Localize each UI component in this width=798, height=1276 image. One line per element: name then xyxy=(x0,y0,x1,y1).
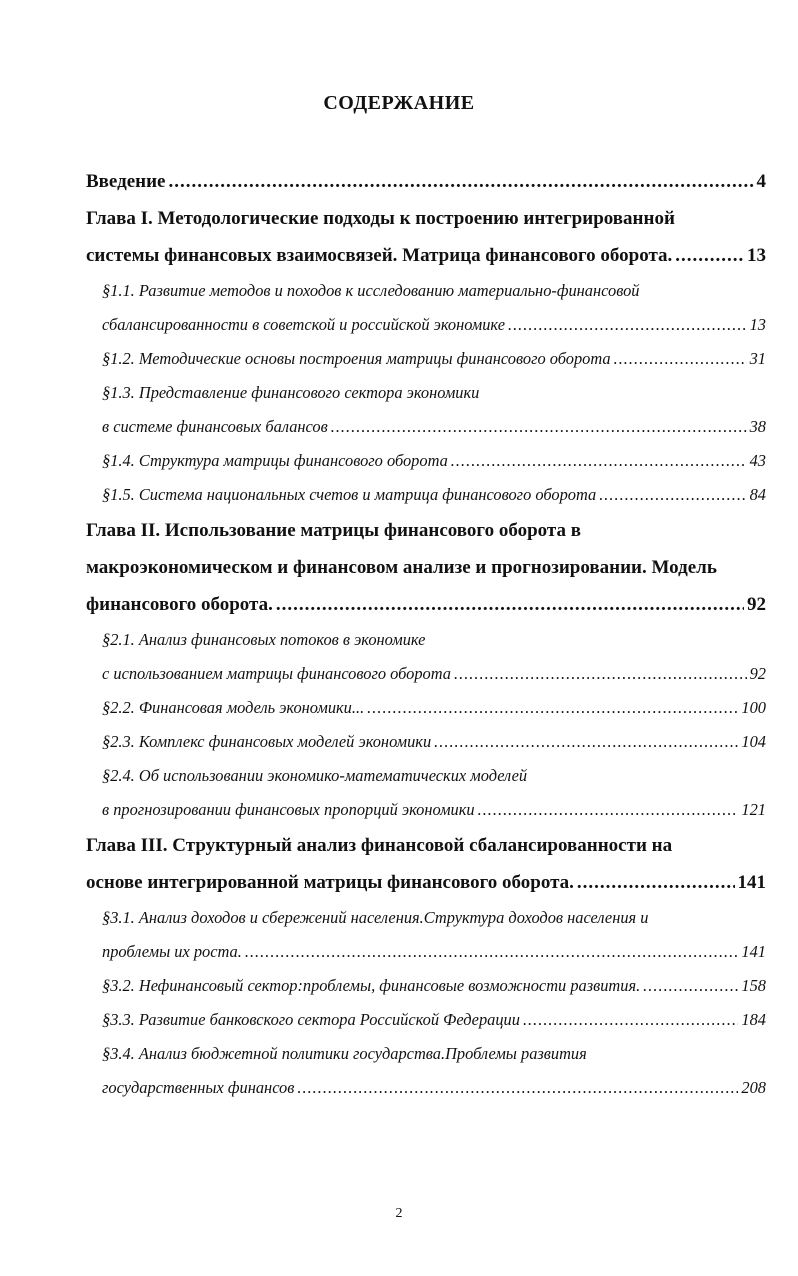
toc-page-number: 84 xyxy=(749,485,766,504)
toc-page-number: 158 xyxy=(741,976,766,995)
toc-entry-text: финансового оборота. xyxy=(86,594,273,615)
toc-section-line xyxy=(86,725,766,759)
toc-chapter-line xyxy=(86,512,766,549)
page-number: 2 xyxy=(395,1206,403,1221)
dot-leader xyxy=(451,444,747,478)
toc-section-line xyxy=(86,935,766,969)
toc-page-number: 208 xyxy=(741,1078,766,1097)
toc-page-number: 92 xyxy=(749,664,766,683)
toc-entry-text: государственных финансов xyxy=(102,1078,295,1097)
toc-entry-text: Глава III. Структурный анализ финансовой сбалансированности на xyxy=(86,835,673,856)
toc-page-number: 43 xyxy=(749,451,766,470)
toc-section-line xyxy=(86,657,766,691)
toc-chapter-line xyxy=(86,549,766,586)
toc-section-line xyxy=(86,342,766,376)
toc-section-line xyxy=(86,478,766,512)
toc-chapter-line xyxy=(86,200,766,237)
toc-page-number: 121 xyxy=(741,800,766,819)
toc-section-line xyxy=(86,623,766,657)
dot-leader xyxy=(367,691,738,725)
toc-entry-text: основе интегрированной матрицы финансового оборота. xyxy=(86,872,574,893)
dot-leader xyxy=(245,935,739,969)
toc-entry-text: §2.2. Финансовая модель экономики... xyxy=(102,698,365,717)
toc-page-number: 31 xyxy=(749,349,766,368)
dot-leader xyxy=(434,725,738,759)
toc-entry-text: с использованием матрицы финансового оборота xyxy=(102,664,451,683)
table-of-contents xyxy=(86,163,766,1105)
dot-leader xyxy=(599,478,746,512)
toc-page-number: 38 xyxy=(749,417,766,436)
toc-chapter-line xyxy=(86,586,766,623)
toc-page-number: 104 xyxy=(741,732,766,751)
toc-entry-text: в прогнозировании финансовых пропорций экономики xyxy=(102,800,475,819)
toc-section-line xyxy=(86,901,766,935)
toc-section-line xyxy=(86,376,766,410)
toc-section-line xyxy=(86,1071,766,1105)
toc-section-line xyxy=(86,444,766,478)
toc-entry-text: §3.1. Анализ доходов и сбережений населения.Структура доходов населения и xyxy=(102,908,649,927)
toc-entry-text: §3.4. Анализ бюджетной политики государства.Проблемы развития xyxy=(102,1044,587,1063)
toc-page-number: 184 xyxy=(741,1010,766,1029)
toc-page-number: 4 xyxy=(756,171,766,192)
toc-section-line xyxy=(86,759,766,793)
toc-page-number: 13 xyxy=(747,245,766,266)
toc-entry-text: сбалансированности в советской и российской экономике xyxy=(102,315,505,334)
toc-entry-text: §3.3. Развитие банковского сектора Российской Федерации xyxy=(102,1010,520,1029)
dot-leader xyxy=(643,969,738,1003)
dot-leader xyxy=(276,586,744,623)
dot-leader xyxy=(523,1003,738,1037)
toc-chapter-line xyxy=(86,864,766,901)
toc-entry-text: §1.2. Методические основы построения матрицы финансового оборота xyxy=(102,349,611,368)
dot-leader xyxy=(331,410,747,444)
dot-leader xyxy=(675,237,744,274)
dot-leader xyxy=(577,864,735,901)
toc-entry-text: в системе финансовых балансов xyxy=(102,417,328,436)
page-title: СОДЕРЖАНИЕ xyxy=(323,92,475,114)
toc-page-number: 141 xyxy=(737,872,766,893)
toc-section-line xyxy=(86,274,766,308)
toc-entry-text: макроэкономическом и финансовом анализе и прогнозировании. Модель xyxy=(86,557,717,578)
toc-entry-text: §3.2. Нефинансовый сектор:проблемы, финансовые возможности развития. xyxy=(102,976,641,995)
toc-entry-text: §1.5. Система национальных счетов и матрица финансового оборота xyxy=(102,485,597,504)
toc-entry-text: §1.3. Представление финансового сектора экономики xyxy=(102,383,480,402)
toc-entry-text: §1.1. Развитие методов и походов к исследованию материально-финансовой xyxy=(102,281,640,300)
toc-entry-text: Глава I. Методологические подходы к построению интегрированной xyxy=(86,208,675,229)
toc-page-number: 100 xyxy=(741,698,766,717)
toc-page-number: 13 xyxy=(749,315,766,334)
toc-entry-text: Глава II. Использование матрицы финансового оборота в xyxy=(86,520,581,541)
dot-leader xyxy=(508,308,747,342)
toc-entry-text: §2.3. Комплекс финансовых моделей экономики xyxy=(102,732,432,751)
toc-section-line xyxy=(86,793,766,827)
dot-leader xyxy=(454,657,747,691)
toc-entry-text: §1.4. Структура матрицы финансового оборота xyxy=(102,451,448,470)
toc-section-line xyxy=(86,410,766,444)
dot-leader xyxy=(297,1071,738,1105)
toc-entry-text: системы финансовых взаимосвязей. Матрица финансового оборота. xyxy=(86,245,673,266)
dot-leader xyxy=(169,163,754,200)
toc-chapter-line xyxy=(86,827,766,864)
toc-chapter-line xyxy=(86,163,766,200)
toc-chapter-line xyxy=(86,237,766,274)
toc-section-line xyxy=(86,1003,766,1037)
toc-page-number: 92 xyxy=(747,594,766,615)
dot-leader xyxy=(478,793,739,827)
toc-section-line xyxy=(86,691,766,725)
toc-section-line xyxy=(86,1037,766,1071)
toc-entry-text: §2.1. Анализ финансовых потоков в экономике xyxy=(102,630,426,649)
toc-section-line xyxy=(86,308,766,342)
toc-section-line xyxy=(86,969,766,1003)
toc-entry-text: Введение xyxy=(86,171,166,192)
dot-leader xyxy=(614,342,747,376)
toc-entry-text: §2.4. Об использовании экономико-математических моделей xyxy=(102,766,528,785)
toc-entry-text: проблемы их роста. xyxy=(102,942,242,961)
toc-page-number: 141 xyxy=(741,942,766,961)
